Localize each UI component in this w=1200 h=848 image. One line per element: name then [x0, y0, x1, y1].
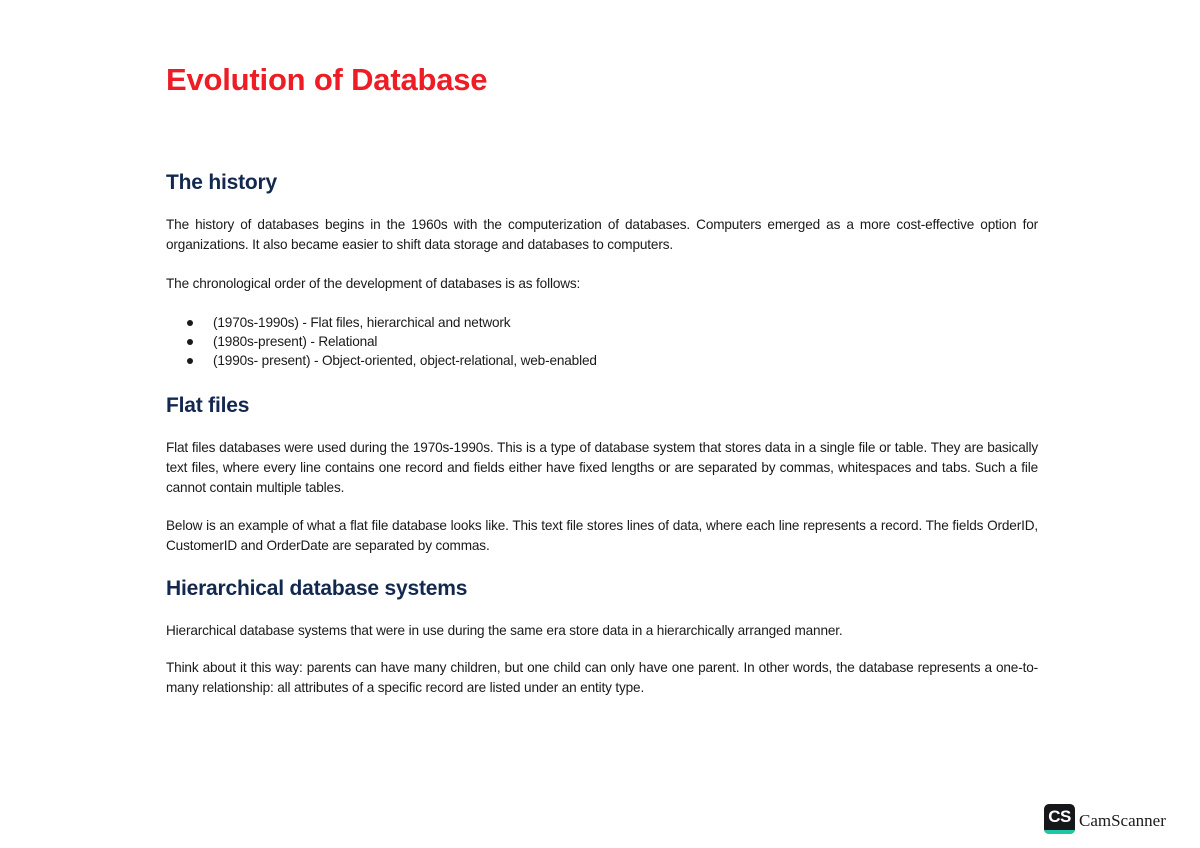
logo-text: CS	[1048, 807, 1071, 826]
bullet-icon	[187, 320, 193, 326]
paragraph: Flat files databases were used during the 1970s-1990s. This is a type of database system that stores data in a single file or table. They are basically text files, where every line contains one record and fields either have fixed lengths or are separated by commas, whitespaces and tabs. Such a file cannot contain multiple tables.	[166, 440, 1038, 495]
list-item	[166, 351, 1038, 370]
section-heading: Flat files	[166, 394, 250, 417]
logo-accent-bar	[1044, 830, 1075, 834]
paragraph: Hierarchical database systems that were in use during the same era store data in a hierarchically arranged manner.	[166, 623, 843, 638]
camscanner-watermark	[1044, 804, 1184, 836]
paragraph: Below is an example of what a flat file database looks like. This text file stores lines of data, where each line represents a record. The fields OrderID, CustomerID and OrderDate are separated by commas.	[166, 518, 1038, 553]
paragraph: The history of databases begins in the 1960s with the computerization of databases. Computers emerged as a more cost-effective option for organizations. It also became easier to shift data storage and databases to computers.	[166, 217, 1038, 252]
camscanner-name: CamScanner	[1079, 811, 1166, 830]
section-hierarchical	[166, 577, 1038, 698]
page-title: Evolution of Database	[166, 62, 488, 97]
list-item-text: (1970s-1990s) - Flat files, hierarchical and network	[213, 315, 511, 330]
bullet-list	[166, 313, 1038, 370]
list-item-text: (1980s-present) - Relational	[213, 334, 378, 349]
camscanner-logo-icon	[1044, 804, 1075, 834]
list-item	[166, 332, 1038, 351]
section-flat-files	[166, 394, 1038, 556]
section-history	[166, 171, 1038, 370]
section-heading: Hierarchical database systems	[166, 577, 468, 600]
list-item	[166, 313, 1038, 332]
list-item-text: (1990s- present) - Object-oriented, object-relational, web-enabled	[213, 353, 597, 368]
paragraph: Think about it this way: parents can have many children, but one child can only have one parent. In other words, the database represents a one-to-many relationship: all attributes of a specific record are listed under an entity type.	[166, 660, 1038, 695]
bullet-icon	[187, 339, 193, 345]
paragraph: The chronological order of the development of databases is as follows:	[166, 276, 581, 291]
bullet-icon	[187, 358, 193, 364]
section-heading: The history	[166, 171, 277, 194]
